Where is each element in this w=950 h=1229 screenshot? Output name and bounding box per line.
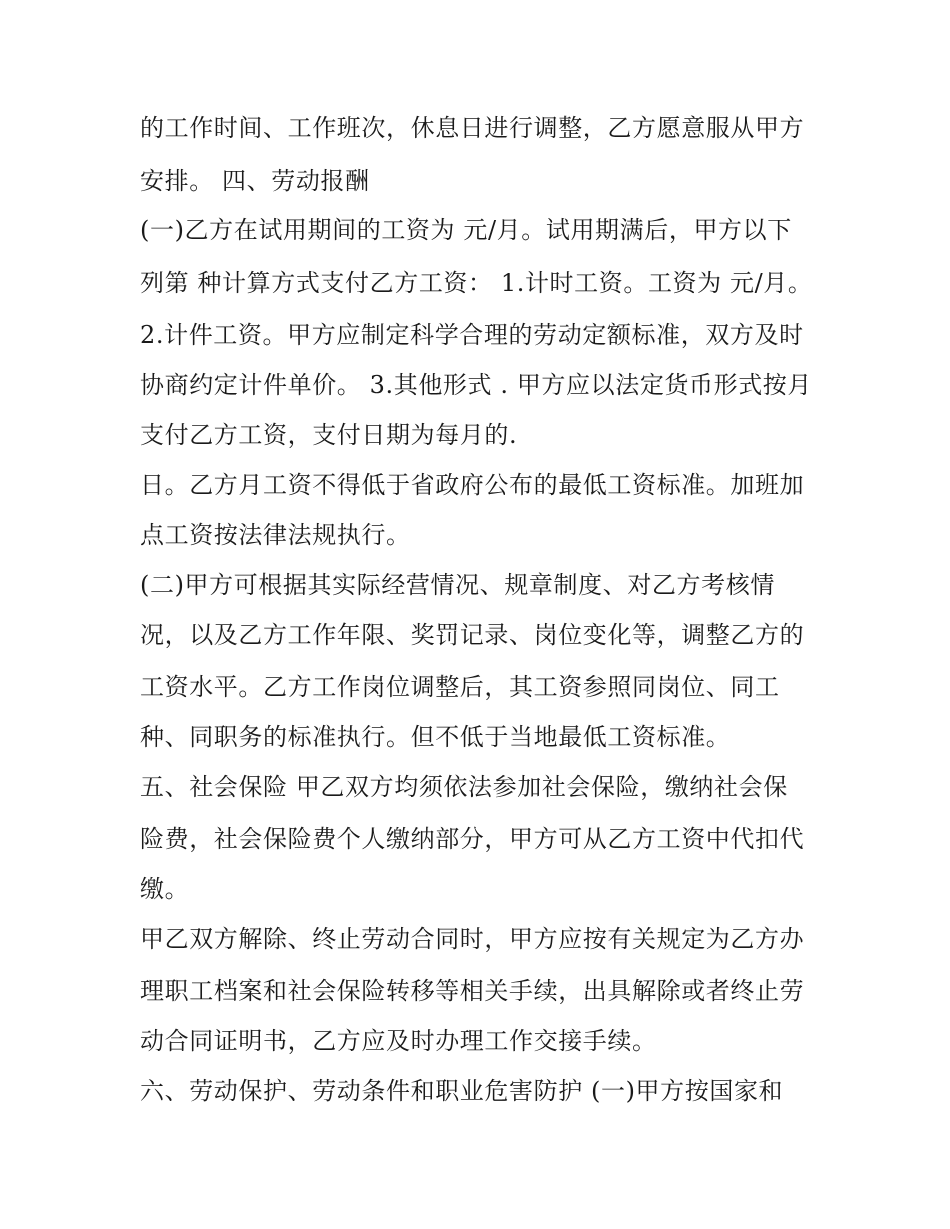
- text-line: 况，以及乙方工作年限、奖罚记录、岗位变化等，调整乙方的: [140, 621, 805, 649]
- text-line: (一)乙方在试用期间的工资为 元/月。试用期满后，甲方以下: [140, 216, 792, 244]
- text-line: 点工资按法律法规执行。: [140, 521, 411, 549]
- text-line: 工资水平。乙方工作岗位调整后，其工资参照同岗位、同工: [140, 673, 780, 701]
- text-line: 五、社会保险 甲乙双方均须依法参加社会保险，缴纳社会保: [140, 773, 788, 801]
- text-line: 安排。 四、劳动报酬: [140, 167, 370, 195]
- text-line: 动合同证明书，乙方应及时办理工作交接手续。: [140, 1027, 657, 1055]
- text-line: 六、劳动保护、劳动条件和职业危害防护 (一)甲方按国家和: [140, 1077, 784, 1105]
- text-line: 缴。: [140, 875, 190, 903]
- text-line: 种、同职务的标准执行。但不低于当地最低工资标准。: [140, 723, 731, 751]
- text-line: 协商约定计件单价。 3.其他形式 . 甲方应以法定货币形式按月: [140, 371, 813, 399]
- text-line: 日。乙方月工资不得低于省政府公布的最低工资标准。加班加: [140, 471, 805, 499]
- text-line: 的工作时间、工作班次，休息日进行调整，乙方愿意服从甲方: [140, 114, 805, 142]
- text-line: 理职工档案和社会保险转移等相关手续，出具解除或者终止劳: [140, 977, 805, 1005]
- text-line: 甲乙双方解除、终止劳动合同时，甲方应按有关规定为乙方办: [140, 925, 805, 953]
- text-line: 险费，社会保险费个人缴纳部分，甲方可从乙方工资中代扣代: [140, 825, 805, 853]
- text-line: 2.计件工资。甲方应制定科学合理的劳动定额标准，双方及时: [140, 321, 804, 349]
- text-line: 列第 种计算方式支付乙方工资： 1.计时工资。工资为 元/月。: [140, 269, 813, 297]
- text-line: (二)甲方可根据其实际经营情况、规章制度、对乙方考核情: [140, 571, 775, 599]
- text-line: 支付乙方工资，支付日期为每月的.: [140, 421, 518, 449]
